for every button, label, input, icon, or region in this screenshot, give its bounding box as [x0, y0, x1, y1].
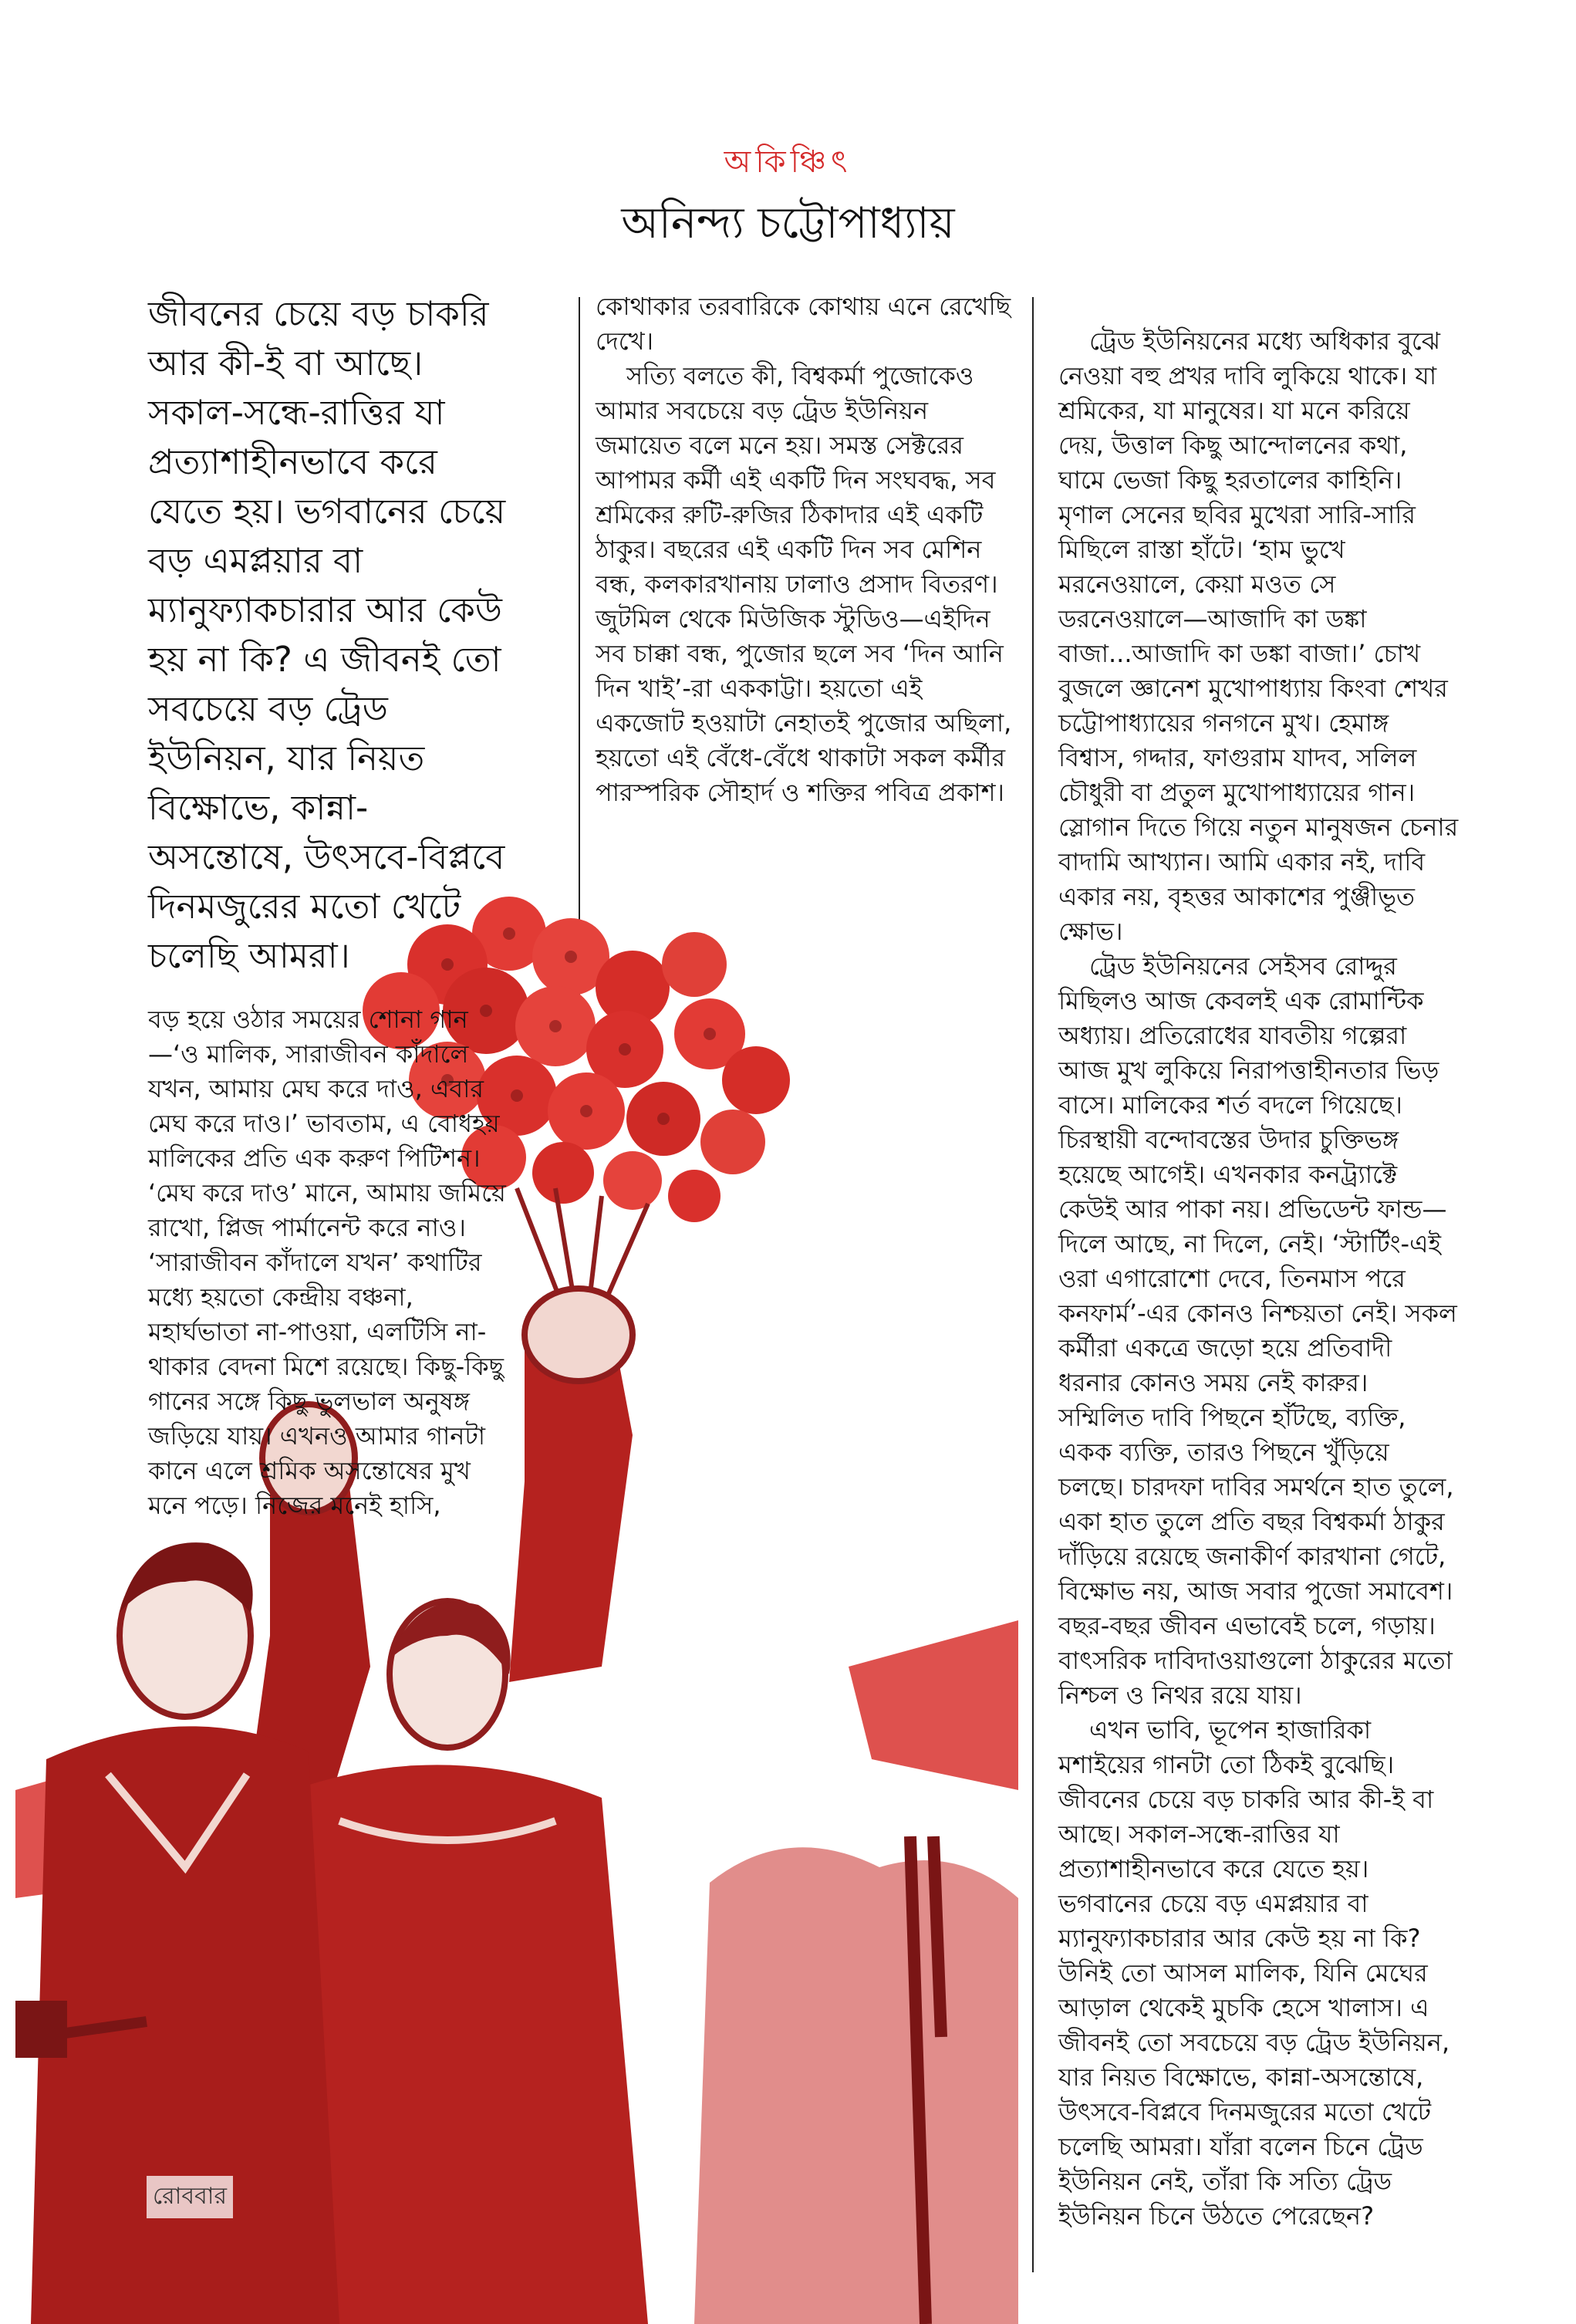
- body-paragraph: এখন ভাবি, ভূপেন হাজারিকা মশাইয়ের গানটা তো ঠিকই বুঝেছি। জীবনের চেয়ে বড় চাকরি আর কী-ই বা আছে। সকাল-সন্ধে-রাত্তির যা প্রত্যাশাহীনভাবে করে যেতে হয়। ভগবানের চেয়ে বড় এমপ্লয়ার বা ম্যানুফ্যাকচারার আর কেউ হয় না কি? উনিই তো আসল মালিক, যিনি মেঘের আড়াল থেকেই মুচকি হেসে খালাস। এ জীবনই তো সবচেয়ে বড় ট্রেড ইউনিয়ন, যার নিয়ত বিক্ষোভে, কান্না-অসন্তোষে, উৎসবে-বিপ্লবে দিনমজুরের মতো খেটে চলেছি আমরা। যাঁরা বলেন চিনে ট্রেড ইউনিয়ন নেই, তাঁরা কি সত্যি ট্রেড ইউনিয়ন চিনে উঠতে পেরেছেন?: [1058, 1715, 1450, 2231]
- author-name: অনিন্দ্য চট্টোপাধ্যায়: [621, 198, 955, 248]
- body-paragraph: সত্যি বলতে কী, বিশ্বকর্মা পুজোকেও আমার সবচেয়ে বড় ট্রেড ইউনিয়ন জমায়েত বলে মনে হয়। সমস্ত সেক্টরের আপামর কর্মী এই একটি দিন সংঘবদ্ধ, সব শ্রমিকের রুটি-রুজির ঠিকাদার এই একটি ঠাকুর। বছরের এই একটি দিন সব মেশিন বন্ধ, কলকারখানায় ঢালাও প্রসাদ বিতরণ। জুটমিল থেকে মিউজিক স্টুডিও—এইদিন সব চাক্কা বন্ধ, পুজোর ছলে সব ‘দিন আনি দিন খাই’-রা এককাট্টা। হয়তো এই একজোট হওয়াটা নেহাতই পুজোর অছিলা, হয়তো এই বেঁধে-বেঁধে থাকাটা সকল কর্মীর পারস্পরিক সৌহার্দ ও শক্তির পবিত্র প্রকাশ।: [596, 361, 1012, 807]
- series-label: অকিঞ্চিৎ: [724, 144, 852, 180]
- column-1: [148, 289, 511, 1523]
- magazine-name: রোববার: [147, 2176, 233, 2218]
- body-paragraph: কোথাকার তরবারিকে কোথায় এনে রেখেছি দেখে।: [596, 292, 1011, 356]
- body-paragraph: বড় হয়ে ওঠার সময়ের শোনা গান—‘ও মালিক, সারাজীবন কাঁদালে যখন, আমায় মেঘ করে দাও, এবার মেঘ করে দাও।’ ভাবতাম, এ বোধহয় মালিকের প্রতি এক করুণ পিটিশন। ‘মেঘ করে দাও’ মানে, আমায় জমিয়ে রাখো, প্লিজ পার্মানেন্ট করে নাও। ‘সারাজীবন কাঁদালে যখন’ কথাটির মধ্যে হয়তো কেন্দ্রীয় বঞ্চনা, মহার্ঘভাতা না-পাওয়া, এলটিসি না-থাকার বেদনা মিশে রয়েছে। কিছু-কিছু গানের সঙ্গে কিছু ভুলভাল অনুষঙ্গ জড়িয়ে যায়। এখনও আমার গানটা কানে এলে শ্রমিক অসন্তোষের মুখ মনে পড়ে। নিজের মনেই হাসি,: [148, 1005, 506, 1520]
- column-1-body: [148, 1002, 511, 1523]
- body-paragraph: ট্রেড ইউনিয়নের মধ্যে অধিকার বুঝে নেওয়া বহু প্রখর দাবি লুকিয়ে থাকে। যা শ্রমিকের, যা মানুষের। যা মনে করিয়ে দেয়, উত্তাল কিছু আন্দোলনের কথা, ঘামে ভেজা কিছু হরতালের কাহিনি। মৃণাল সেনের ছবির মুখেরা সারি-সারি মিছিলে রাস্তা হাঁটে। ‘হাম ভুখে মরনেওয়ালে, কেয়া মওত সে ডরনেওয়ালে—আজাদি কা ডঙ্কা বাজা...আজাদি কা ডঙ্কা বাজা।’ চোখ বুজলে জ্ঞানেশ মুখোপাধ্যায় কিংবা শেখর চট্টোপাধ্যায়ের গনগনে মুখ। হেমাঙ্গ বিশ্বাস, গদ্দার, ফাগুরাম যাদব, সলিল চৌধুরী বা প্রতুল মুখোপাধ্যায়ের গান। স্লোগান দিতে গিয়ে নতুন মানুষজন চেনার বাদামি আখ্যান। আমি একার নই, দাবি একার নয়, বৃহত্তর আকাশের পুঞ্জীভূত ক্ষোভ।: [1058, 326, 1459, 946]
- column-2: [596, 289, 1012, 810]
- body-paragraph: ট্রেড ইউনিয়নের সেইসব রোদ্দুর মিছিলও আজ কেবলই এক রোমান্টিক অধ্যায়। প্রতিরোধের যাবতীয় গল্পেরা আজ মুখ লুকিয়ে নিরাপত্তাহীনতার ভিড় বাসে। মালিকের শর্ত বদলে গিয়েছে। চিরস্থায়ী বন্দোবস্তের উদার চুক্তিভঙ্গ হয়েছে আগেই। এখনকার কনট্র্যাক্টে কেউই আর পাকা নয়। প্রভিডেন্ট ফান্ড—দিলে আছে, না দিলে, নেই। ‘স্টার্টিং-এই ওরা এগারোশো দেবে, তিনমাস পরে কনফার্ম’-এর কোনও নিশ্চয়তা নেই। সকল কর্মীরা একত্রে জড়ো হয়ে প্রতিবাদী ধরনার কোনও সময় নেই কারুর। সম্মিলিত দাবি পিছনে হাঁটছে, ব্যক্তি, একক ব্যক্তি, তারও পিছনে খুঁড়িয়ে চলছে। চারদফা দাবির সমর্থনে হাত তুলে, একা হাত তুলে প্রতি বছর বিশ্বকর্মা ঠাকুর দাঁড়িয়ে রয়েছে জনাকীর্ণ কারখানা গেটে, বিক্ষোভ নয়, আজ সবার পুজো সমাবেশ। বছর-বছর জীবন এভাবেই চলে, গড়ায়। বাৎসরিক দাবিদাওয়াগুলো ঠাকুরের মতো নিশ্চল ও নিথর রয়ে যায়।: [1058, 951, 1457, 1710]
- column-divider: [1032, 297, 1034, 2272]
- red-crowd: [694, 1847, 1018, 2324]
- red-flag: [849, 1620, 1018, 1790]
- lead-paragraph: জীবনের চেয়ে বড় চাকরি আর কী-ই বা আছে। সকাল-সন্ধে-রাত্তির যা প্রত্যাশাহীনভাবে করে যেতে হয়। ভগবানের চেয়ে বড় এমপ্লয়ার বা ম্যানুফ্যাকচারার আর কেউ হয় না কি? এ জীবনই তো সবচেয়ে বড় ট্রেড ইউনিয়ন, যার নিয়ত বিক্ষোভে, কান্না-অসন্তোষে, উৎসবে-বিপ্লবে দিনমজুরের মতো খেটে চলেছি আমরা।: [148, 293, 506, 976]
- raised-fist: [525, 1289, 633, 1381]
- column-3: [1058, 324, 1460, 2234]
